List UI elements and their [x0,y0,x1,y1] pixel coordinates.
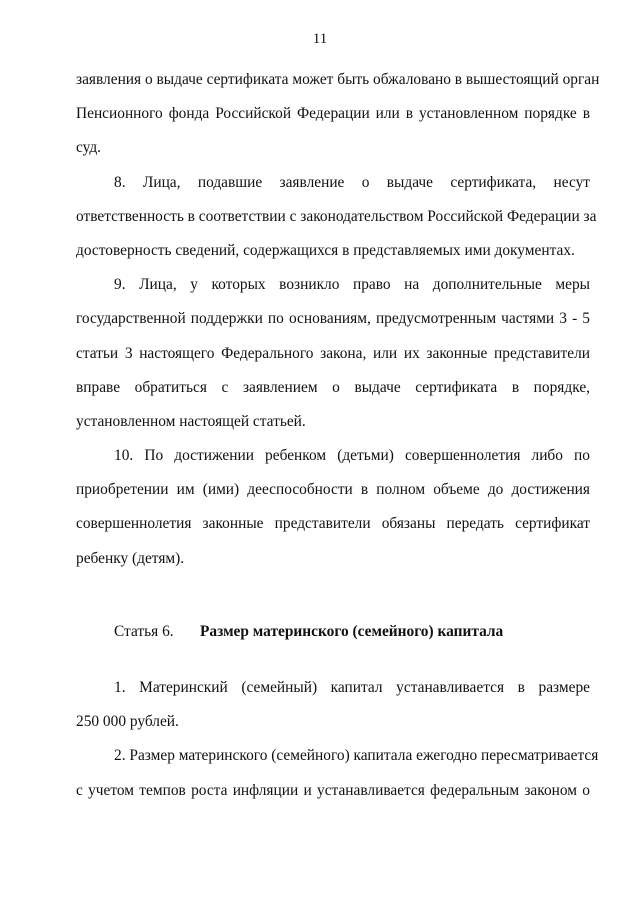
text-line: суд. [76,139,102,157]
text-line: ребенку (детям). [76,549,185,567]
paragraph-9-first-line: 9. Лица, у которых возникло право на дополнительные меры [114,276,590,294]
text-line: совершеннолетия законные представители обязаны передать сертификат [76,515,590,533]
paragraph-8-first-line: 8. Лица, подавшие заявление о выдаче сертификата, несут [114,173,590,191]
text-line: ответственность в соответствии с законодательством Российской Федерации за [76,207,597,225]
text-line: 250 000 рублей. [76,713,179,731]
text-line: заявления о выдаче сертификата может быть обжаловано в вышестоящий орган [76,71,600,88]
article-heading [114,621,503,643]
text-line: установленном настоящей статьей. [76,412,306,430]
text-block-article-6 [76,671,599,808]
paragraph-1-first-line: 1. Материнский (семейный) капитал устанавливается в размере [114,679,590,696]
article-title: Размер материнского (семейного) капитала [200,623,504,640]
article-label: Статья 6. [114,623,174,640]
text-line: статьи 3 настоящего Федерального закона, или их законные представители [76,344,590,362]
paragraph-10-first-line: 10. По достижении ребенком (детьми) совершеннолетия либо по [114,447,590,465]
text-block-article-5 [76,63,600,576]
paragraph-2-first-line: 2. Размер материнского (семейного) капитала ежегодно пересматривается [114,747,599,765]
text-line: вправе обратиться с заявлением о выдаче сертификата в порядке, [76,378,590,396]
text-line: достоверность сведений, содержащихся в представляемых ими документах. [76,241,575,259]
text-line: приобретении им (ими) дееспособности в полном объеме до достижения [76,481,590,499]
page-number: 11 [312,31,328,47]
text-line: Пенсионного фонда Российской Федерации или в установленном порядке в [76,105,590,123]
text-line: с учетом темпов роста инфляции и устанавливается федеральным законом о [76,781,590,799]
text-line: государственной поддержки по основаниям, предусмотренным частями 3 - 5 [76,310,590,328]
